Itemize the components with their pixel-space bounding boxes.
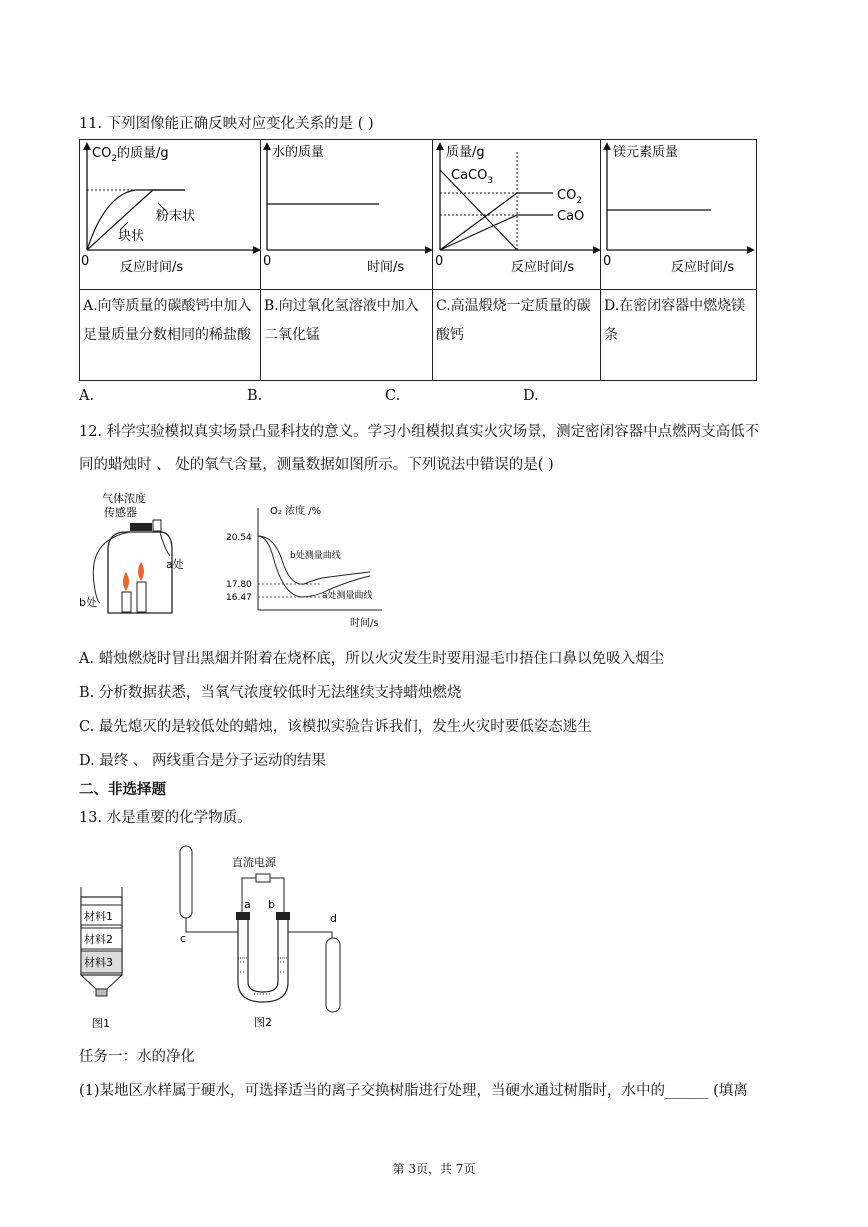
q12-option-a[interactable]: A. 蜡烛燃烧时冒出黑烟并附着在烧杯底，所以火灾发生时要用湿毛巾捂住口鼻以免吸入烟尘 xyxy=(79,651,665,667)
material-1-label: 材料1 xyxy=(84,910,113,923)
c-label: c xyxy=(180,932,187,945)
q11-stem: 11. 下列图像能正确反映对应变化关系的是 ( ) xyxy=(79,116,374,132)
q12-stem-line2: 同的蜡烛时 、 处的氧气含量，测量数据如图所示。下列说法中错误的是( ) xyxy=(79,457,554,473)
graph-a-cell xyxy=(80,140,261,290)
desc-a: A.向等质量的碳酸钙中加入足量质量分数相同的稀盐酸 xyxy=(80,290,261,381)
electrode-b-label: b xyxy=(268,898,275,911)
high-flame xyxy=(138,562,144,581)
q12-option-c[interactable]: C. 最先熄灭的是较低处的蜡烛，该模拟实验告诉我们，发生火灾时要低姿态逃生 xyxy=(79,719,592,735)
graph-d-ylabel: 镁元素质量 xyxy=(613,145,679,160)
sensor xyxy=(130,523,152,531)
q11-option-c[interactable]: C. xyxy=(385,388,401,404)
graph-c xyxy=(433,140,601,285)
a-label: a处 xyxy=(166,558,184,571)
o2-ylabel: O₂ 浓度 /% xyxy=(270,506,322,517)
q12-stem-line1: 12. 科学实验模拟真实场景凸显科技的意义。学习小组模拟真实火灾场景，测定密闭容器中点燃两支高低不 xyxy=(79,424,760,440)
graph-c-origin: 0 xyxy=(435,254,444,269)
q11-option-d[interactable]: D. xyxy=(523,388,539,404)
graph-c-xlabel: 反应时间/s xyxy=(511,260,575,275)
graph-d-xlabel: 反应时间/s xyxy=(671,260,735,275)
block-label: 块状 xyxy=(118,229,145,244)
tick-16-47: 16.47 xyxy=(226,593,252,603)
material-2-label: 材料2 xyxy=(84,933,113,946)
q13-part1: (1)某地区水样属于硬水，可选择适当的离子交换树脂进行处理，当硬水通过树脂时，水中的______ (填离 xyxy=(79,1083,748,1099)
graph-d-origin: 0 xyxy=(603,254,612,269)
tick-20-54: 20.54 xyxy=(226,533,252,543)
graph-a-origin: 0 xyxy=(81,254,90,269)
sensor-label-line1: 气体浓度 xyxy=(102,492,146,505)
graph-a-xlabel: 反应时间/s xyxy=(120,260,184,275)
b-label: b处 xyxy=(79,596,97,609)
candle-beaker-figure xyxy=(78,488,198,623)
graph-a-ylabel: $CO_2$的质量/g xyxy=(92,146,169,164)
material-3-label: 材料3 xyxy=(84,956,113,969)
cao-line xyxy=(440,215,553,250)
q11-option-a[interactable]: A. xyxy=(79,388,95,404)
desc-d: D.在密闭容器中燃烧镁条 xyxy=(601,290,757,381)
sensor-label-line2: 传感器 xyxy=(104,506,137,519)
d-label: d xyxy=(330,912,337,925)
q11-table xyxy=(79,139,757,381)
tick-17-80: 17.80 xyxy=(226,580,252,590)
graph-c-ylabel: 质量/g xyxy=(446,145,485,160)
graph-a xyxy=(80,140,261,285)
caco3-label: CaCO$_3$ xyxy=(451,168,494,186)
fig1-caption: 图1 xyxy=(92,1017,110,1030)
graph-c-cell xyxy=(433,140,601,290)
o2-xlabel: 时间/s xyxy=(350,618,379,629)
power-source xyxy=(256,874,270,882)
fig2-caption: 图2 xyxy=(254,1016,272,1029)
q11-option-b[interactable]: B. xyxy=(247,388,263,404)
powder-label: 粉末状 xyxy=(156,209,196,224)
test-tube-d xyxy=(326,938,340,1012)
graph-d xyxy=(601,140,757,285)
u-tube xyxy=(238,920,288,1002)
b-curve-label: b处测量曲线 xyxy=(290,551,341,561)
desc-b: B.向过氧化氢溶液中加入二氧化锰 xyxy=(261,290,433,381)
electrolysis-figure xyxy=(170,842,360,1034)
graph-b xyxy=(261,140,433,285)
cao-label: CaO xyxy=(557,209,585,224)
electrode-a-label: a xyxy=(244,898,251,911)
page-footer: 第 3页，共 7页 xyxy=(392,1162,476,1176)
task1-heading: 任务一：水的净化 xyxy=(79,1049,195,1065)
graph-b-origin: 0 xyxy=(263,254,272,269)
filter-column-figure xyxy=(78,885,128,1033)
test-tube-c xyxy=(180,846,192,918)
q12-option-d[interactable]: D. 最终 、 两线重合是分子运动的结果 xyxy=(79,753,327,769)
desc-c: C.高温煅烧一定质量的碳酸钙 xyxy=(433,290,601,381)
graph-b-cell xyxy=(261,140,433,290)
graph-d-cell xyxy=(601,140,757,290)
graph-b-ylabel: 水的质量 xyxy=(272,145,325,160)
low-flame xyxy=(123,572,129,591)
graph-b-xlabel: 时间/s xyxy=(367,260,405,275)
o2-curve-chart xyxy=(222,500,392,630)
a-curve-label: a处测量曲线 xyxy=(322,591,373,601)
co2-label: $CO_2$ xyxy=(557,188,583,206)
power-label: 直流电源 xyxy=(232,856,276,869)
q12-option-b[interactable]: B. 分析数据获悉，当氧气浓度较低时无法继续支持蜡烛燃烧 xyxy=(79,685,462,701)
q13-stem: 13. 水是重要的化学物质。 xyxy=(79,810,252,826)
section-heading: 二、非选择题 xyxy=(79,781,166,798)
co2-line xyxy=(440,193,553,250)
